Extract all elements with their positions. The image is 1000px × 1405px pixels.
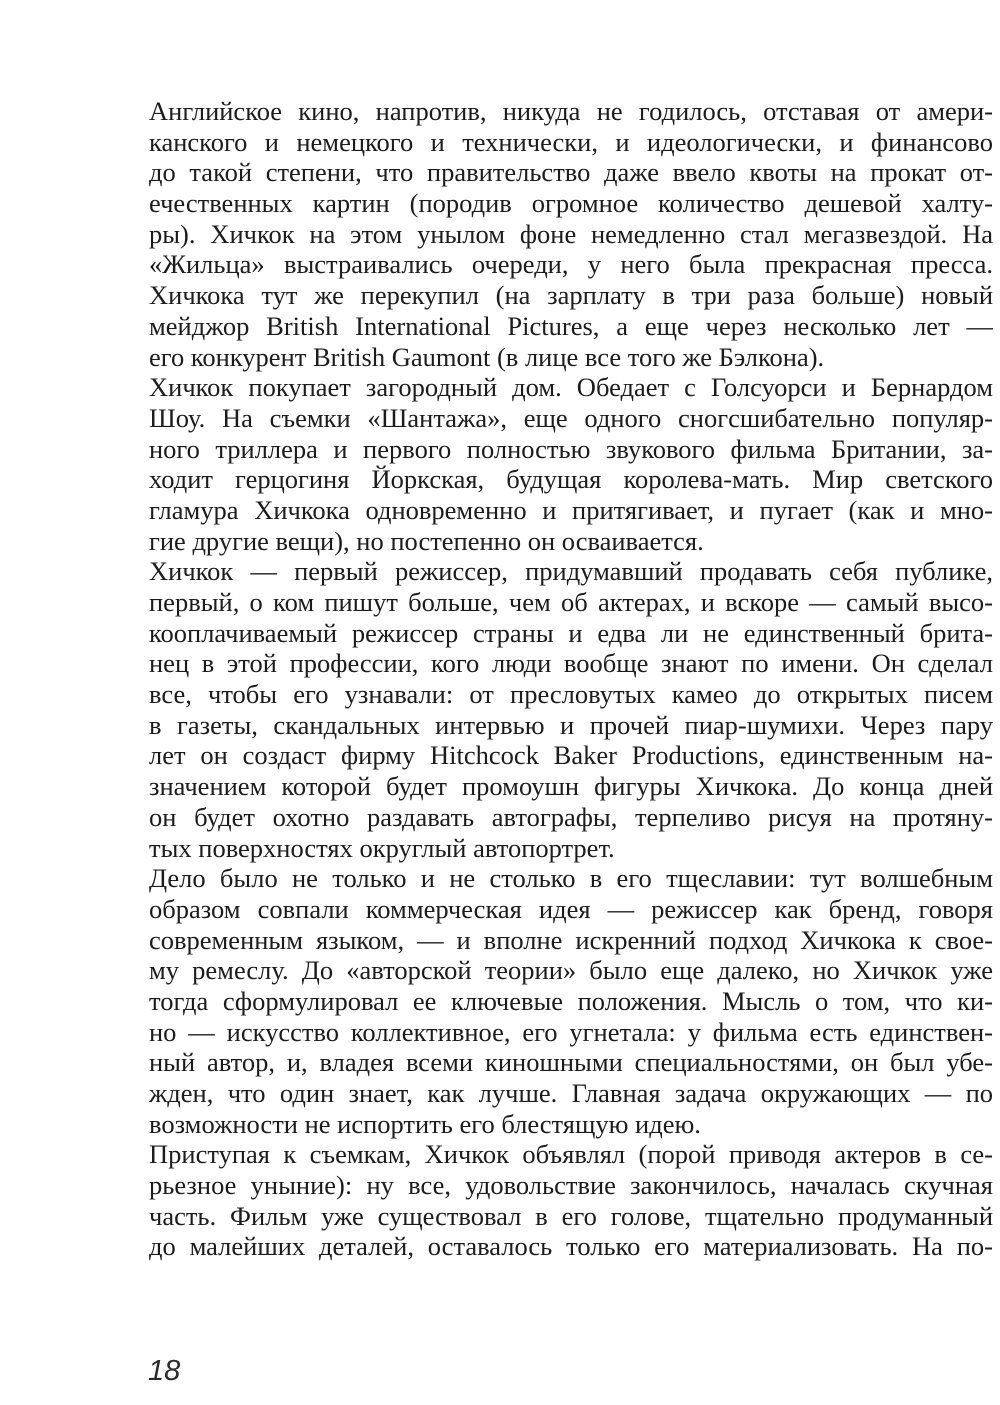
- text-line: Приступая к съемкам, Хичкок объявлял (порой приводя актеров в се-: [149, 1139, 993, 1170]
- text-line: современным языком, — и вполне искренний подход Хичкока к свое-: [149, 924, 993, 955]
- text-line: значением которой будет промоушн фигуры Хичкока. До конца дней: [149, 771, 993, 802]
- text-line: до малейших деталей, оставалось только его материализовать. На по-: [149, 1231, 993, 1262]
- text-line: тогда сформулировал ее ключевые положения. Мысль о том, что ки-: [149, 985, 993, 1016]
- text-line: «Жильца» выстраивались очереди, у него была прекрасная пресса.: [149, 249, 993, 280]
- paragraph: [149, 372, 993, 556]
- text-line: Дело было не только и не столько в его тщеславии: тут волшебным: [149, 863, 993, 894]
- text-line: ного триллера и первого полностью звукового фильма Британии, за-: [149, 433, 993, 464]
- text-line: рьезное уныние): ну все, удовольствие закончилось, началась скучная: [149, 1170, 993, 1201]
- paragraph: [149, 556, 993, 863]
- paragraph: [149, 96, 993, 372]
- text-line: кооплачиваемый режиссер страны и едва ли не единственный брита-: [149, 617, 993, 648]
- text-line: возможности не испортить его блестящую идею.: [149, 1108, 701, 1139]
- text-line: Английское кино, напротив, никуда не годилось, отставая от амери-: [149, 96, 993, 126]
- text-line: он будет охотно раздавать автографы, терпеливо рисуя на протяну-: [149, 801, 993, 832]
- text-line: все, чтобы его узнавали: от пресловутых камео до открытых писем: [149, 679, 993, 710]
- text-line: мейджор British International Pictures, а еще через несколько лет —: [149, 310, 993, 341]
- text-line: ходит герцогиня Йоркская, будущая королева-мать. Мир светского: [149, 464, 993, 495]
- text-line: Хичкок покупает загородный дом. Обедает с Голсуорси и Бернардом: [149, 372, 993, 403]
- text-line: часть. Фильм уже существовал в его голове, тщательно продуманный: [149, 1200, 993, 1231]
- text-line: в газеты, скандальных интервью и прочей пиар-шумихи. Через пару: [149, 709, 993, 740]
- text-line: ечественных картин (породив огромное количество дешевой халту-: [149, 188, 993, 219]
- text-line: лет он создаст фирму Hitchcock Baker Productions, единственным на-: [149, 740, 993, 771]
- text-line: Шоу. На съемки «Шантажа», еще одного сногсшибательно популяр-: [149, 402, 993, 433]
- text-line: нец в этой профессии, кого люди вообще знают по имени. Он сделал: [149, 648, 993, 679]
- text-line: Хичкок — первый режиссер, придумавший продавать себя публике,: [149, 556, 993, 587]
- paragraph: [149, 863, 993, 1139]
- text-line: гламура Хичкока одновременно и притягивает, и пугает (как и мно-: [149, 494, 993, 525]
- text-line: гие другие вещи), но постепенно он осваивается.: [149, 525, 704, 556]
- text-line: тых поверхностях округлый автопортрет.: [149, 832, 615, 863]
- text-line: образом совпали коммерческая идея — режиссер как бренд, говоря: [149, 893, 993, 924]
- text-line: жден, что один знает, как лучше. Главная задача окружающих — по: [149, 1078, 993, 1108]
- text-line: Хичкока тут же перекупил (на зарплату в три раза больше) новый: [149, 280, 993, 311]
- text-line: его конкурент British Gaumont (в лице все того же Бэлкона).: [149, 341, 825, 372]
- text-line: ры). Хичкок на этом унылом фоне немедленно стал мегазвездой. На: [149, 218, 993, 249]
- page-number: 18: [148, 1355, 181, 1387]
- text-line: первый, о ком пишут больше, чем об актерах, и вскоре — самый высо-: [149, 587, 993, 617]
- text-line: но — искусство коллективное, его угнетала: у фильма есть единствен-: [149, 1016, 993, 1047]
- text-line: до такой степени, что правительство даже ввело квоты на прокат от-: [149, 157, 993, 188]
- text-line: канского и немецкого и технически, и идеологически, и финансово: [149, 126, 993, 157]
- text-line: му ремеслу. До «авторской теории» было еще далеко, но Хичкок уже: [149, 955, 993, 986]
- paragraph: [149, 1139, 993, 1262]
- text-block: [149, 96, 993, 1262]
- text-line: ный автор, и, владея всеми киношными специальностями, он был убе-: [149, 1047, 993, 1078]
